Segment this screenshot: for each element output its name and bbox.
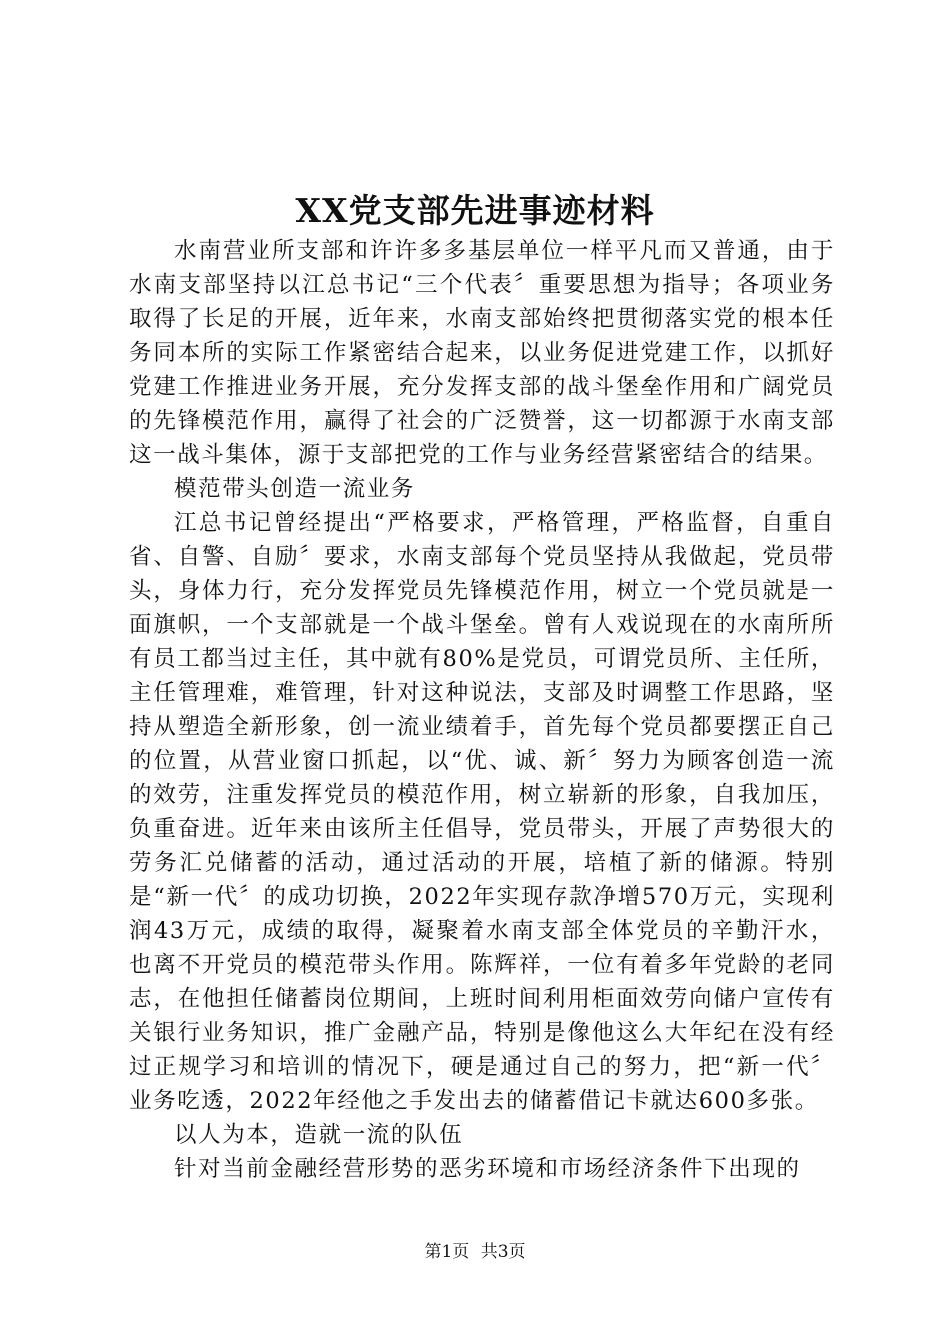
paragraph-section-1: 江总书记曾经提出“严格要求，严格管理，严格监督，自重自省、自警、自励〞要求，水南支部每个党员坚持从我做起，党员带头，身体力行，充分发挥党员先锋模范作用，树立一个党员就是一面旗帜，一个支部就是一个战斗堡垒。曾有人戏说现在的水南所所有员工都当过主任，其中就有80%是党员，可谓党员所、主任所，主任管理难，难管理，针对这种说法，支部及时调整工作思路，坚持从塑造全新形象，创一流业绩着手，首先每个党员都要摆正自己的位置，从营业窗口抓起，以“优、诚、新〞努力为顾客创造一流的效劳，注重发挥党员的模范作用，树立崭新的形象，自我加压，负重奋进。近年来由该所主任倡导，党员带头，开展了声势很大的劳务汇兑储蓄的活动，通过活动的开展，培植了新的储源。特别是“新一代〞的成功切换，2022年实现存款净增570万元，实现利润43万元，成绩的取得，凝聚着水南支部全体党员的辛勤汗水，也离不开党员的模范带头作用。陈辉祥，一位有着多年党龄的老同志，在他担任储蓄岗位期间，上班时间利用柜面效劳向储户宣传有关银行业务知识，推广金融产品，特别是像他这么大年纪在没有经过正规学习和培训的情况下，硬是通过自己的努力，把“新一代〞业务吃透，2022年经他之手发出去的储蓄借记卡就达600多张。 <box>129 510 835 1114</box>
page-footer: 第1页 共3页 <box>424 1242 526 1262</box>
section-heading-1: 模范带头创造一流业务 <box>174 476 416 502</box>
paragraph-intro: 水南营业所支部和许许多多基层单位一样平凡而又普通，由于水南支部坚持以江总书记“三个代表〞重要思想为指导；各项业务取得了长足的开展，近年来，水南支部始终把贯彻落实党的根本任务同本所的实际工作紧密结合起来，以业务促进党建工作，以抓好党建工作推进业务开展，充分发挥支部的战斗堡垒作用和广阔党员的先锋模范作用，赢得了社会的广泛赞誉，这一切都源于水南支部这一战斗集体，源于支部把党的工作与业务经营紧密结合的结果。 <box>129 238 835 468</box>
document-body <box>129 234 835 1186</box>
paragraph-section-2: 针对当前金融经营形势的恶劣环境和市场经济条件下出现的 <box>174 1156 801 1182</box>
section-heading-2: 以人为本，造就一流的队伍 <box>174 1122 464 1148</box>
document-title: XX党支部先进事迹材料 <box>295 191 655 230</box>
